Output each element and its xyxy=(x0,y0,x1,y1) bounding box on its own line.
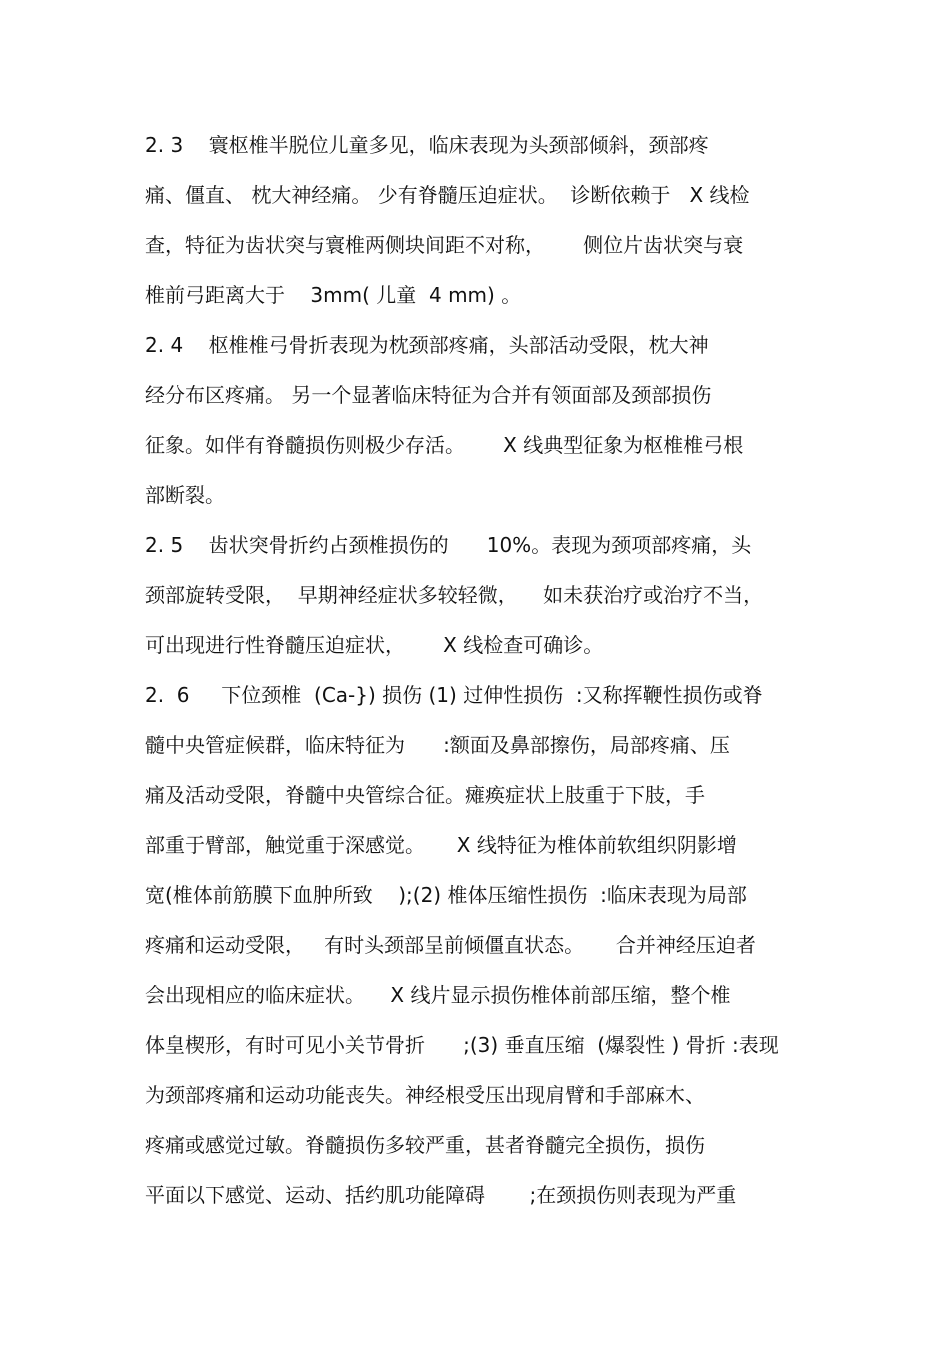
text-line: 平面以下感觉、运动、括约肌功能障碍 ;在颈损伤则表现为严重 xyxy=(145,1183,737,1207)
text-line: 髓中央管症候群，临床特征为 :额面及鼻部擦伤，局部疼痛、压 xyxy=(145,733,730,757)
text-line: 疼痛或感觉过敏。脊髓损伤多较严重，甚者脊髓完全损伤，损伤 xyxy=(145,1133,705,1157)
text-line: 宽(椎体前筋膜下血肿所致 );(2) 椎体压缩性损伤 :临床表现为局部 xyxy=(145,883,747,907)
text-line: 椎前弓距离大于 3mm( 儿童 4 mm) 。 xyxy=(145,283,522,307)
text-line: 2. 4 枢椎椎弓骨折表现为枕颈部疼痛，头部活动受限，枕大神 xyxy=(145,333,709,357)
text-line: 查，特征为齿状突与寰椎两侧块间距不对称， 侧位片齿状突与衰 xyxy=(145,233,744,257)
text-line: 2. 6 下位颈椎 (Ca-}) 损伤 (1) 过伸性损伤 :又称挥鞭性损伤或脊 xyxy=(145,683,763,707)
text-line: 可出现进行性脊髓压迫症状， X 线检查可确诊。 xyxy=(145,633,604,657)
text-line: 为颈部疼痛和运动功能丧失。神经根受压出现肩臂和手部麻木、 xyxy=(145,1083,705,1107)
text-line: 疼痛和运动受限， 有时头颈部呈前倾僵直状态。 合并神经压迫者 xyxy=(145,933,756,957)
text-line: 部重于臂部，触觉重于深感觉。 X 线特征为椎体前软组织阴影增 xyxy=(145,833,737,857)
text-line: 征象。如伴有脊髓损伤则极少存活。 X 线典型征象为枢椎椎弓根 xyxy=(145,433,744,457)
text-line: 2. 3 寰枢椎半脱位儿童多见，临床表现为头颈部倾斜，颈部疼 xyxy=(145,133,709,157)
text-line: 2. 5 齿状突骨折约占颈椎损伤的 10%。表现为颈项部疼痛，头 xyxy=(145,533,752,557)
text-line: 体皇楔形，有时可见小关节骨折 ;(3) 垂直压缩 (爆裂性 ) 骨折 :表现 xyxy=(145,1033,779,1057)
text-line: 痛、僵直、 枕大神经痛。 少有脊髓压迫症状。 诊断依赖于 X 线检 xyxy=(145,183,750,207)
text-line: 经分布区疼痛。 另一个显著临床特征为合并有领面部及颈部损伤 xyxy=(145,383,712,407)
body-text xyxy=(145,127,825,1227)
text-line: 痛及活动受限，脊髓中央管综合征。瘫痪症状上肢重于下肢，手 xyxy=(145,783,705,807)
text-line: 颈部旋转受限， 早期神经症状多较轻微， 如未获治疗或治疗不当， xyxy=(145,583,764,607)
text-line: 会出现相应的临床症状。 X 线片显示损伤椎体前部压缩，整个椎 xyxy=(145,983,731,1007)
text-line: 部断裂。 xyxy=(145,483,225,507)
